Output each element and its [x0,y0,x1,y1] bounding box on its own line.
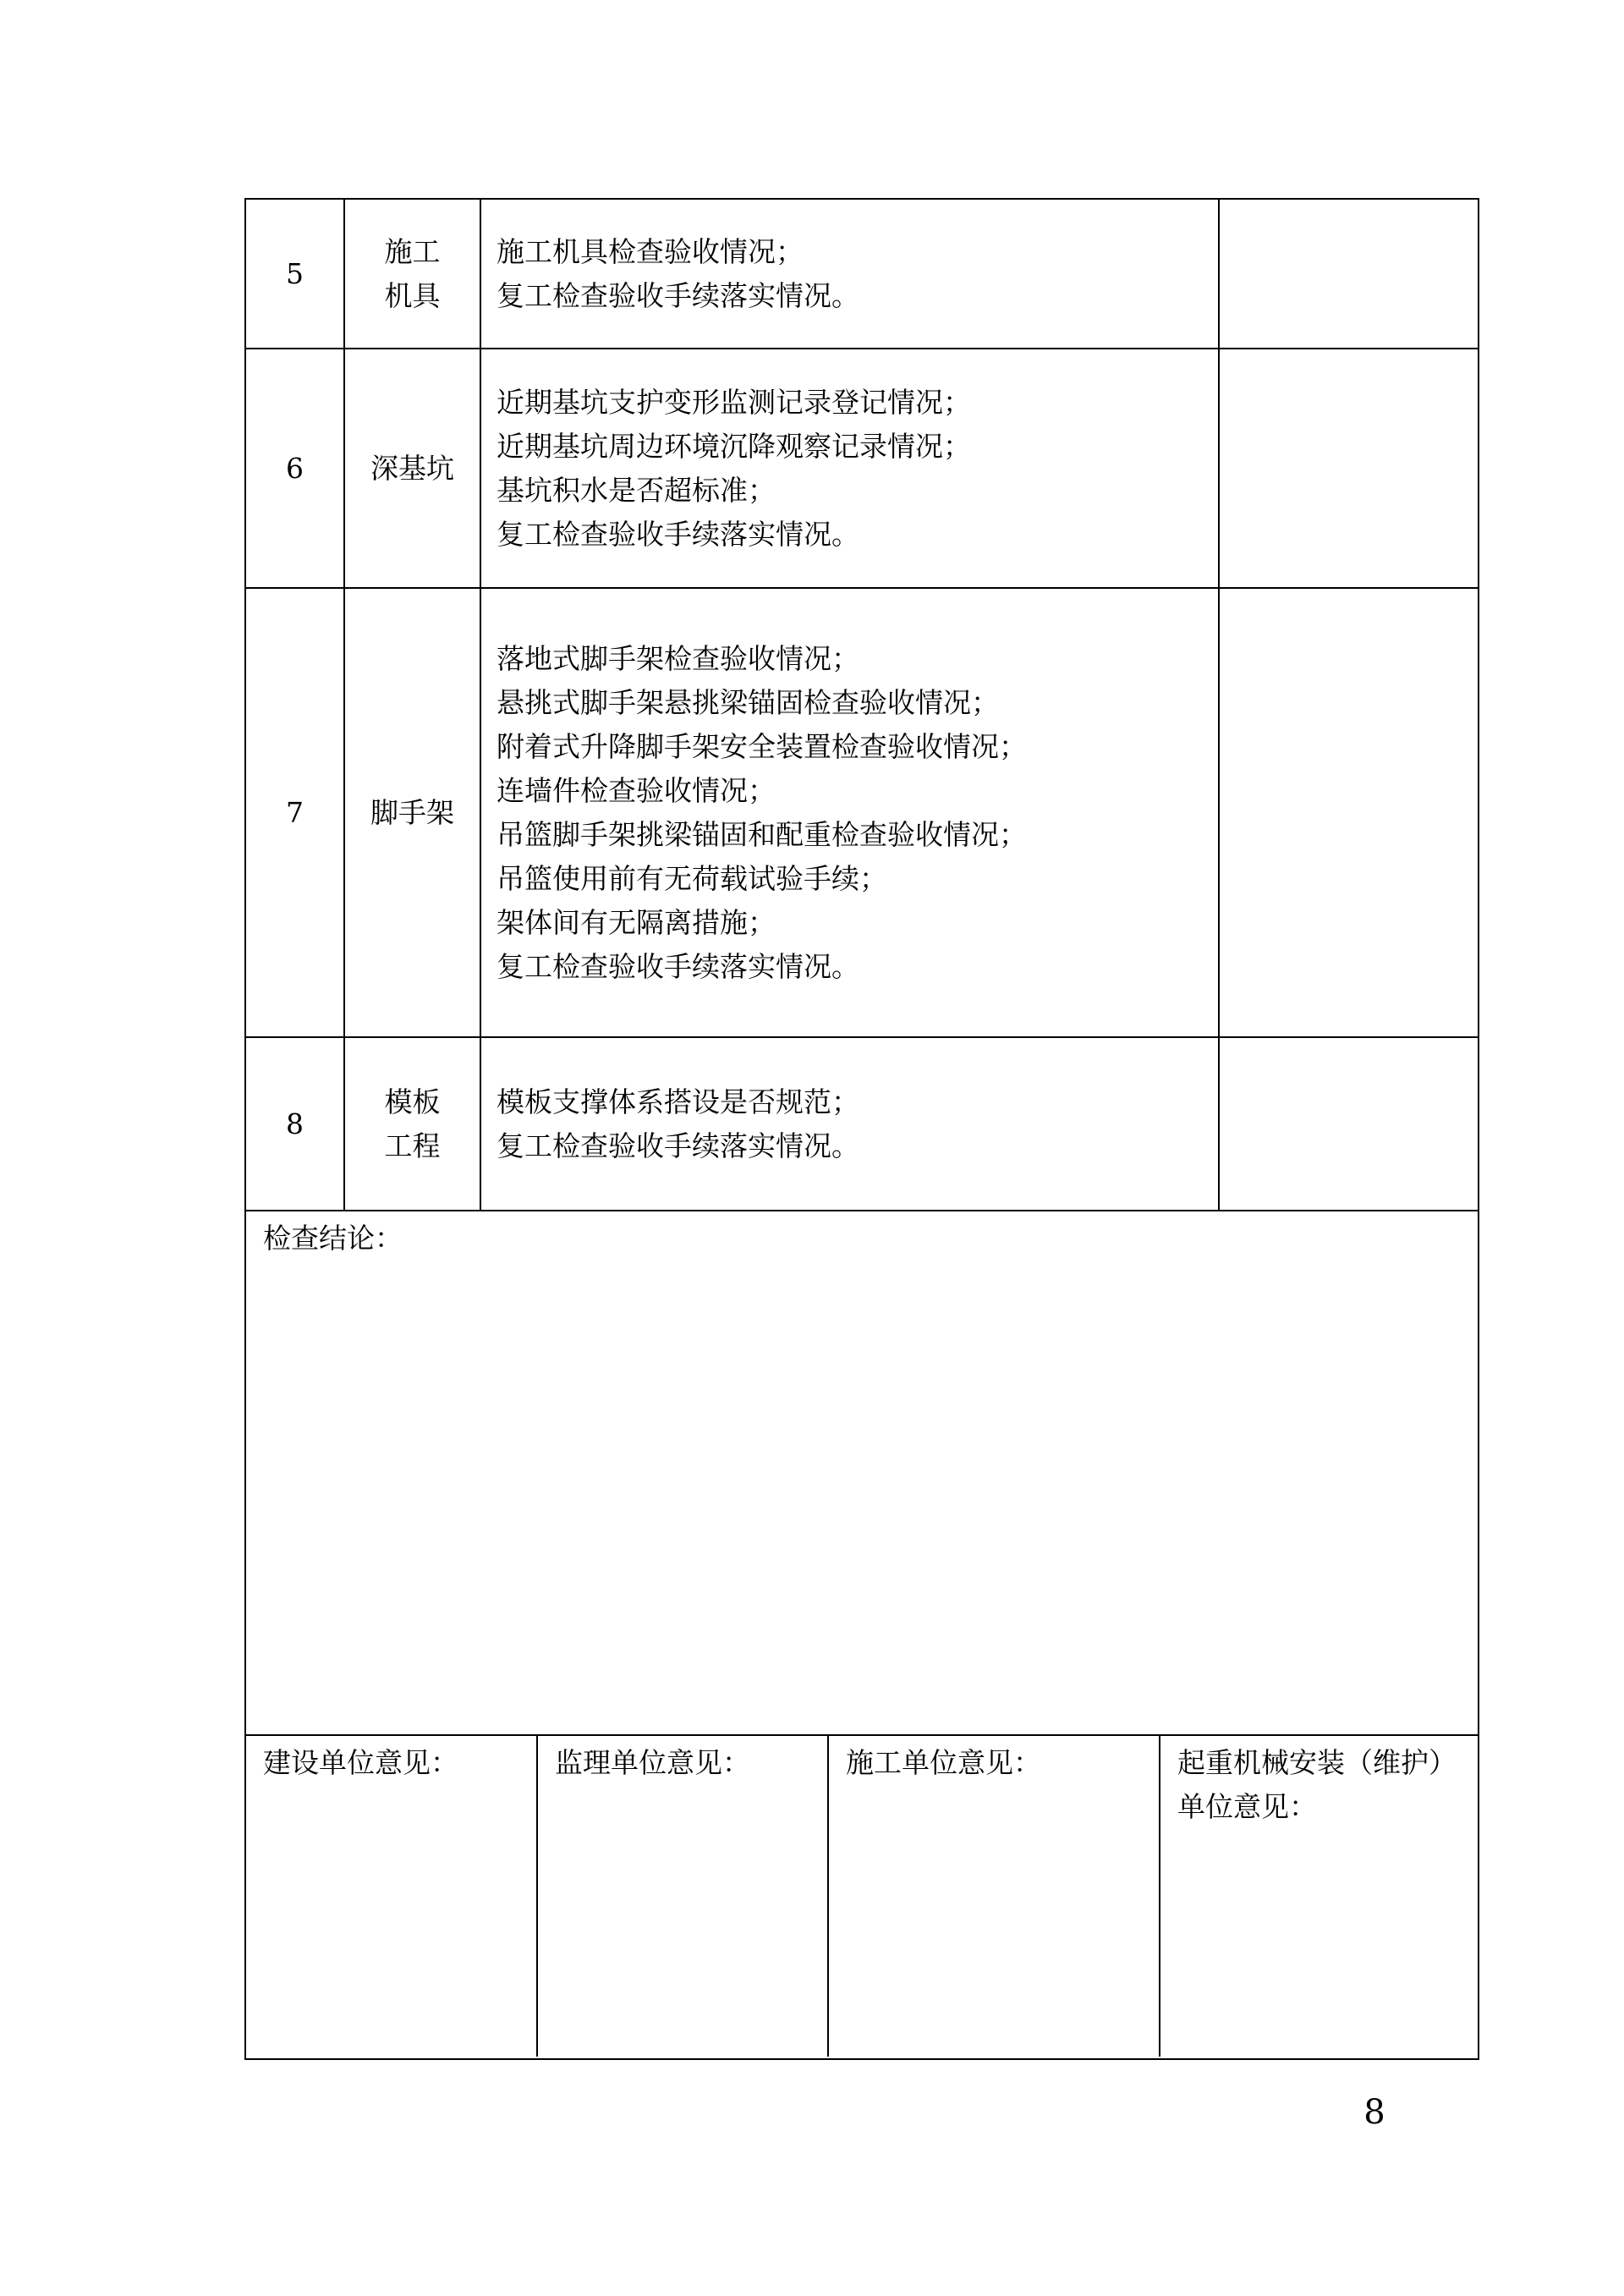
check-item: 模板支撑体系搭设是否规范； [497,1085,859,1118]
check-item: 附着式升降脚手架安全装置检查验收情况； [497,729,1027,763]
category-line: 施工 [384,234,441,268]
supervision-unit-opinion [537,1736,828,2057]
row-number: 7 [245,588,344,1037]
row-category [344,1037,480,1211]
conclusion-cell [245,1211,1479,1735]
category-line: 机具 [384,278,441,312]
check-item: 基坑积水是否超标准； [497,473,776,507]
crane-unit-opinion [1160,1736,1479,2057]
construction-unit-opinion [246,1736,537,2057]
opinion-label: 起重机械安装（维护） [1177,1746,1457,1779]
result-cell [1219,1037,1479,1211]
result-cell [1219,349,1479,588]
row-items [480,588,1219,1037]
table-row [245,199,1479,349]
opinions-cell [245,1735,1479,2059]
contractor-unit-opinion [828,1736,1160,2057]
row-number: 6 [245,349,344,588]
opinions-row [245,1735,1479,2059]
opinion-label: 建设单位意见： [263,1746,458,1779]
table-row [245,588,1479,1037]
check-item: 近期基坑支护变形监测记录登记情况； [497,385,971,419]
check-item: 落地式脚手架检查验收情况； [497,641,859,675]
check-item: 连墙件检查验收情况； [497,773,776,807]
row-items [480,1037,1219,1211]
conclusion-label: 检查结论： [263,1222,403,1255]
opinions-table [246,1736,1479,2057]
check-item: 施工机具检查验收情况； [497,234,804,268]
opinion-label: 监理单位意见： [555,1746,750,1779]
category-line: 模板 [384,1085,441,1118]
check-item: 复工检查验收手续落实情况。 [497,517,859,551]
conclusion-row [245,1211,1479,1735]
check-item: 架体间有无隔离措施； [497,905,776,939]
result-cell [1219,199,1479,349]
row-number: 5 [245,199,344,349]
row-items [480,199,1219,349]
row-number: 8 [245,1037,344,1211]
row-category [344,349,480,588]
category-line: 脚手架 [370,795,454,829]
category-line: 工程 [384,1129,441,1162]
check-item: 悬挑式脚手架悬挑梁锚固检查验收情况； [497,685,999,719]
result-cell [1219,588,1479,1037]
check-item: 复工检查验收手续落实情况。 [497,949,859,983]
table-row [245,1037,1479,1211]
table-row [245,349,1479,588]
check-item: 近期基坑周边环境沉降观察记录情况； [497,429,971,463]
page-number: 8 [1363,2093,1385,2132]
check-item: 复工检查验收手续落实情况。 [497,1129,859,1162]
check-item: 复工检查验收手续落实情况。 [497,278,859,312]
inspection-table [244,198,1479,2060]
row-items [480,349,1219,588]
category-line: 深基坑 [370,451,454,485]
opinion-label: 单位意见： [1177,1790,1317,1823]
check-item: 吊篮使用前有无荷载试验手续； [497,861,887,895]
check-item: 吊篮脚手架挑梁锚固和配重检查验收情况； [497,817,1027,851]
row-category [344,199,480,349]
opinion-label: 施工单位意见： [846,1746,1041,1779]
row-category [344,588,480,1037]
